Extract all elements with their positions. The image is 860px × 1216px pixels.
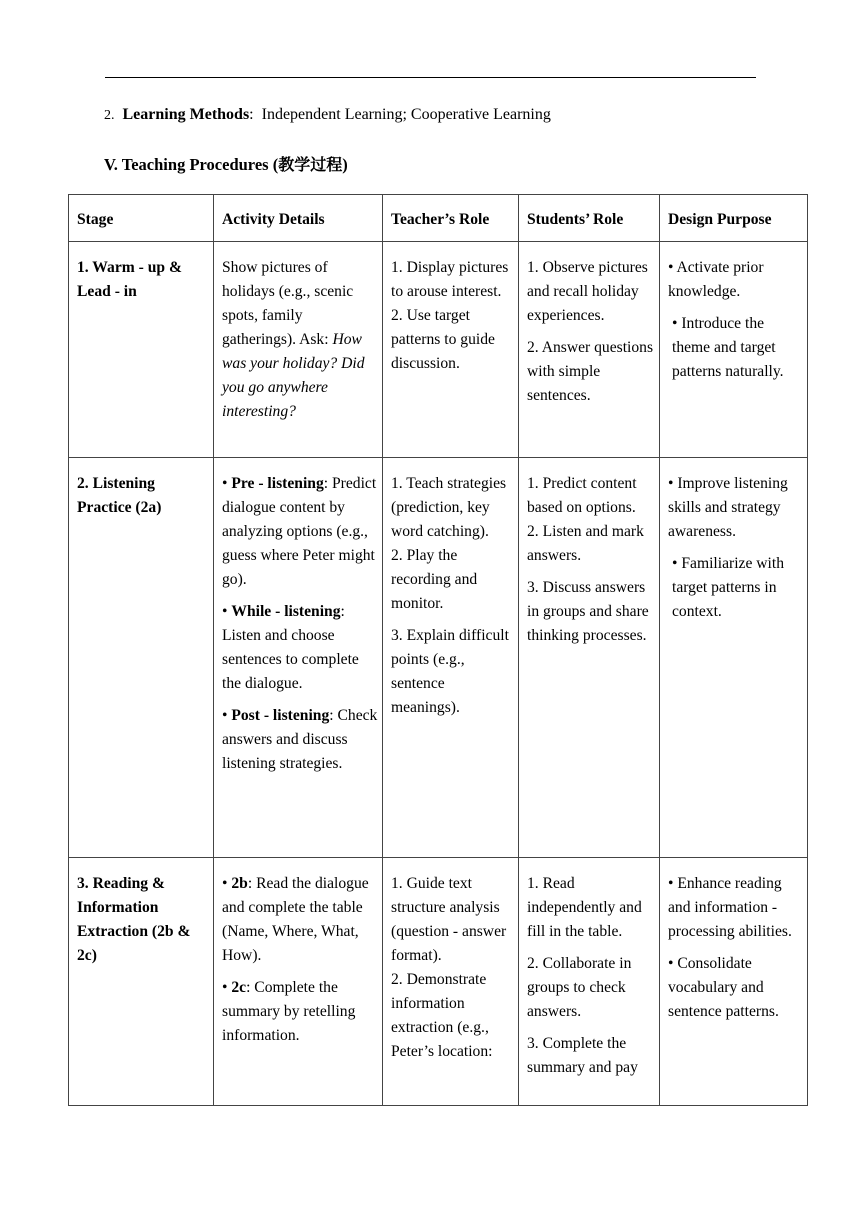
methods-colon: : (249, 106, 254, 123)
teacher-role-cell (383, 458, 519, 858)
activity-cell (214, 858, 383, 1106)
header-teacher-role: Teacher’s Role (383, 195, 519, 242)
activity-cell (214, 458, 383, 858)
section-title-text: V. Teaching Procedures ( (104, 155, 279, 174)
students-item: 3. Complete the summary and pay (527, 1035, 638, 1076)
teacher-item: 1. Display pictures to arouse interest. (391, 259, 509, 300)
teacher-item: 2. Play the recording and monitor. (391, 547, 478, 612)
purpose-item: • Introduce the theme and target patterns naturally. (672, 315, 784, 380)
bullet: • (222, 475, 232, 492)
students-role-cell (519, 458, 660, 858)
activity-text: : Check answers and discuss listening strategies. (222, 707, 378, 772)
header-activity: Activity Details (214, 195, 383, 242)
purpose-item: • Consolidate vocabulary and sentence patterns. (668, 955, 779, 1020)
table-row (69, 858, 808, 1106)
activity-label: Pre - listening (231, 475, 324, 492)
teacher-role-cell (383, 242, 519, 458)
purpose-item: • Enhance reading and information - processing abilities. (668, 875, 792, 940)
purpose-item: • Activate prior knowledge. (668, 259, 764, 300)
purpose-item: • Improve listening skills and strategy awareness. (668, 475, 788, 540)
activity-item (222, 976, 378, 1048)
activity-item (222, 600, 378, 696)
teacher-role-cell (383, 858, 519, 1106)
table-header-row (69, 195, 808, 242)
teacher-item: 2. Demonstrate information extraction (e.g., Peter’s location: (391, 971, 493, 1060)
purpose-item: • Familiarize with target patterns in context. (672, 555, 784, 620)
bullet: • (222, 979, 232, 996)
table-row (69, 242, 808, 458)
teacher-item: 2. Use target patterns to guide discussion. (391, 307, 495, 372)
stage-cell: 2. Listening Practice (2a) (69, 458, 214, 858)
bullet: • (222, 875, 232, 892)
students-item: 2. Listen and mark answers. (527, 523, 644, 564)
students-item: 2. Collaborate in groups to check answers. (527, 955, 632, 1020)
students-role-cell (519, 242, 660, 458)
students-item: 1. Observe pictures and recall holiday experiences. (527, 259, 648, 324)
design-purpose-cell (660, 242, 808, 458)
design-purpose-cell (660, 858, 808, 1106)
students-item: 1. Read independently and fill in the table. (527, 875, 642, 940)
section-title-end: ) (342, 155, 348, 174)
activity-label: Post - listening (231, 707, 330, 724)
activity-text: : Predict dialogue content by analyzing options (e.g., guess where Peter might go). (222, 475, 377, 588)
activity-text: : Listen and choose sentences to complete the dialogue. (222, 603, 359, 692)
design-purpose-cell (660, 458, 808, 858)
stage-cell: 3. Reading & Information Extraction (2b & 2c) (69, 858, 214, 1106)
list-number: 2. (104, 108, 115, 123)
teacher-item: 3. Explain difficult points (e.g., sentence meanings). (391, 627, 509, 716)
activity-label: 2c (231, 979, 247, 996)
activity-question: How was your holiday? Did you go anywhere interesting? (222, 331, 365, 420)
activity-label: While - listening (231, 603, 341, 620)
methods-label: Learning Methods (122, 106, 250, 123)
students-item: 2. Answer questions with simple sentences. (527, 339, 654, 404)
teaching-procedures-table (68, 194, 808, 1106)
table-row (69, 458, 808, 858)
activity-item (222, 472, 378, 592)
bullet: • (222, 603, 232, 620)
activity-text: : Read the dialogue and complete the table (Name, Where, What, How). (222, 875, 369, 964)
activity-item (222, 704, 378, 776)
learning-methods-line (104, 103, 551, 128)
stage-cell: 1. Warm - up & Lead - in (69, 242, 214, 458)
activity-cell (214, 242, 383, 458)
activity-item (222, 872, 378, 968)
activity-text: : Complete the summary by retelling information. (222, 979, 356, 1044)
teacher-item: 1. Teach strategies (prediction, key word catching). (391, 475, 507, 540)
header-stage: Stage (69, 195, 214, 242)
methods-text: Independent Learning; Cooperative Learning (261, 106, 551, 123)
header-rule (105, 77, 756, 78)
students-role-cell (519, 858, 660, 1106)
activity-label: 2b (231, 875, 248, 892)
bullet: • (222, 707, 232, 724)
students-item: 3. Discuss answers in groups and share thinking processes. (527, 579, 649, 644)
teacher-item: 1. Guide text structure analysis (question - answer format). (391, 875, 507, 964)
activity-text: Show pictures of holidays (e.g., scenic spots, family gatherings). Ask: (222, 259, 354, 348)
header-design-purpose: Design Purpose (660, 195, 808, 242)
section-title-cn: 教学过程 (278, 155, 343, 174)
header-students-role: Students’ Role (519, 195, 660, 242)
students-item: 1. Predict content based on options. (527, 475, 637, 516)
section-title (104, 153, 348, 177)
